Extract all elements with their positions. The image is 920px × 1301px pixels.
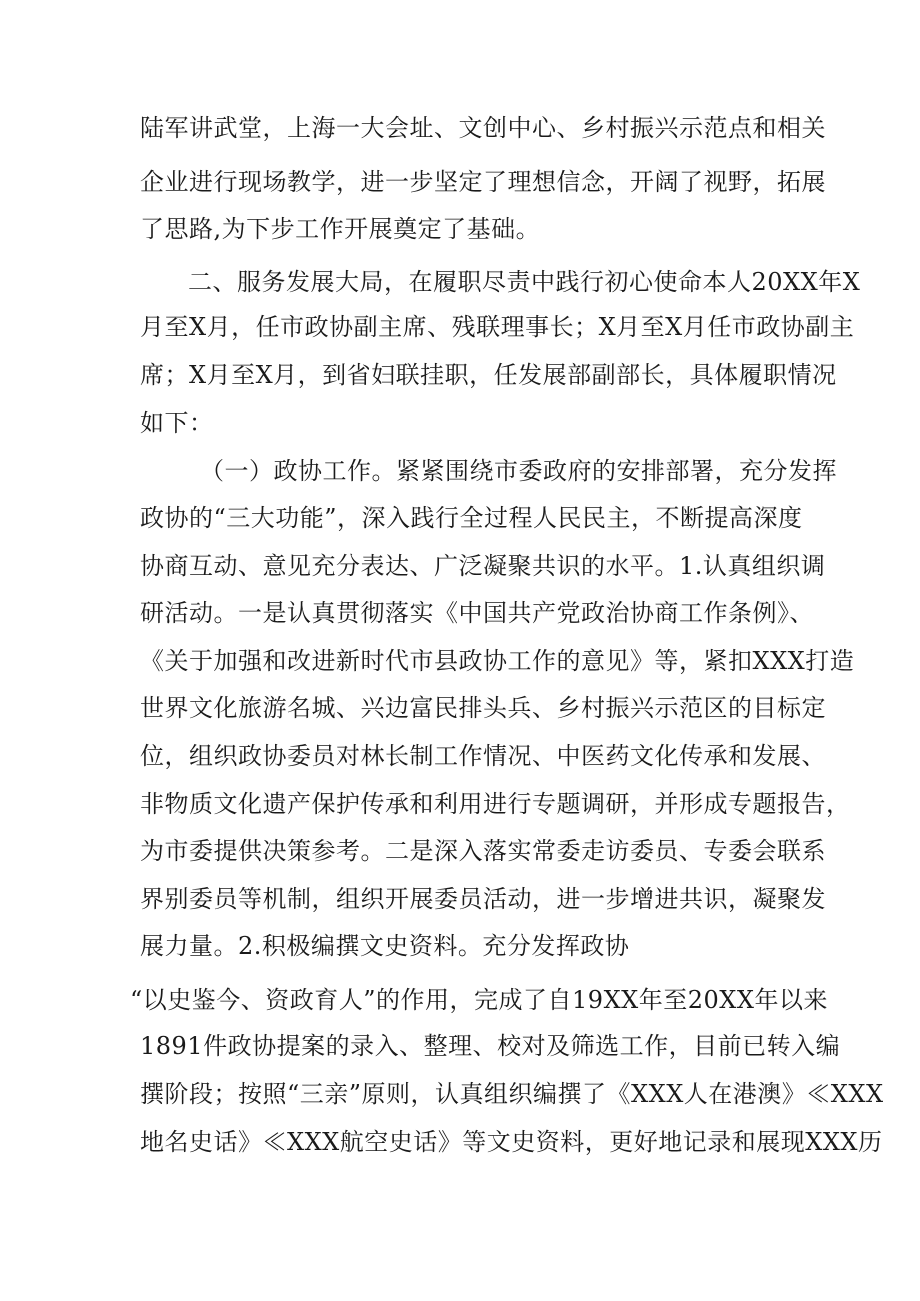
text-line: 陆军讲武堂，上海一大会址、文创中心、乡村振兴示范点和相关 (140, 114, 826, 142)
text-line: 研活动。一是认真贯彻落实《中国共产党政治协商工作条例》、 (140, 599, 814, 627)
text-line: 席；X月至X月，到省妇联挂职，任发展部副部长，具体履职情况 (140, 361, 837, 389)
text-line: （一）政协工作。紧紧围绕市委政府的安排部署，充分发挥 (200, 457, 837, 485)
text-line: 世界文化旅游名城、兴边富民排头兵、乡村振兴示范区的目标定 (140, 694, 826, 722)
text-line: 如下： (140, 409, 214, 437)
text-line: 展力量。2.积极编撰文史资料。充分发挥政协 (140, 932, 630, 960)
text-line: 二、服务发展大局，在履职尽责中践行初心使命本人20XX年X (188, 268, 861, 296)
text-line: 界别委员等机制，组织开展委员活动，进一步增进共识，凝聚发 (140, 885, 826, 913)
text-line: “以史鉴今、资政育人”的作用，完成了自19XX年至20XX年以来 (130, 986, 828, 1014)
text-line: 政协的“三大功能”，深入践行全过程人民民主，不断提高深度 (140, 504, 803, 532)
text-line: 非物质文化遗产保护传承和利用进行专题调研，并形成专题报告， (140, 790, 851, 818)
text-line: 企业进行现场教学，进一步坚定了理想信念，开阔了视野，拓展 (140, 168, 826, 196)
text-line: 1891件政协提案的录入、整理、校对及筛选工作，目前已转入编 (140, 1032, 841, 1060)
text-line: 撰阶段；按照“三亲”原则，认真组织编撰了《XXX人在港澳》≪XXX (140, 1080, 884, 1108)
text-line: 地名史话》≪XXX航空史话》等文史资料，更好地记录和展现XXX历 (140, 1128, 883, 1156)
text-line: 了思路,为下步工作开展奠定了基础。 (140, 215, 541, 243)
text-line: 协商互动、意见充分表达、广泛凝聚共识的水平。1.认真组织调 (140, 552, 826, 580)
text-line: 月至X月，任市政协副主席、残联理事长；X月至X月任市政协副主 (140, 313, 855, 341)
text-line: 位，组织政协委员对林长制工作情况、中医药文化传承和发展、 (140, 742, 826, 770)
text-line: 为市委提供决策参考。二是深入落实常委走访委员、专委会联系 (140, 837, 826, 865)
text-line: 《关于加强和改进新时代市县政协工作的意见》等，紧扣XXX打造 (140, 647, 855, 675)
